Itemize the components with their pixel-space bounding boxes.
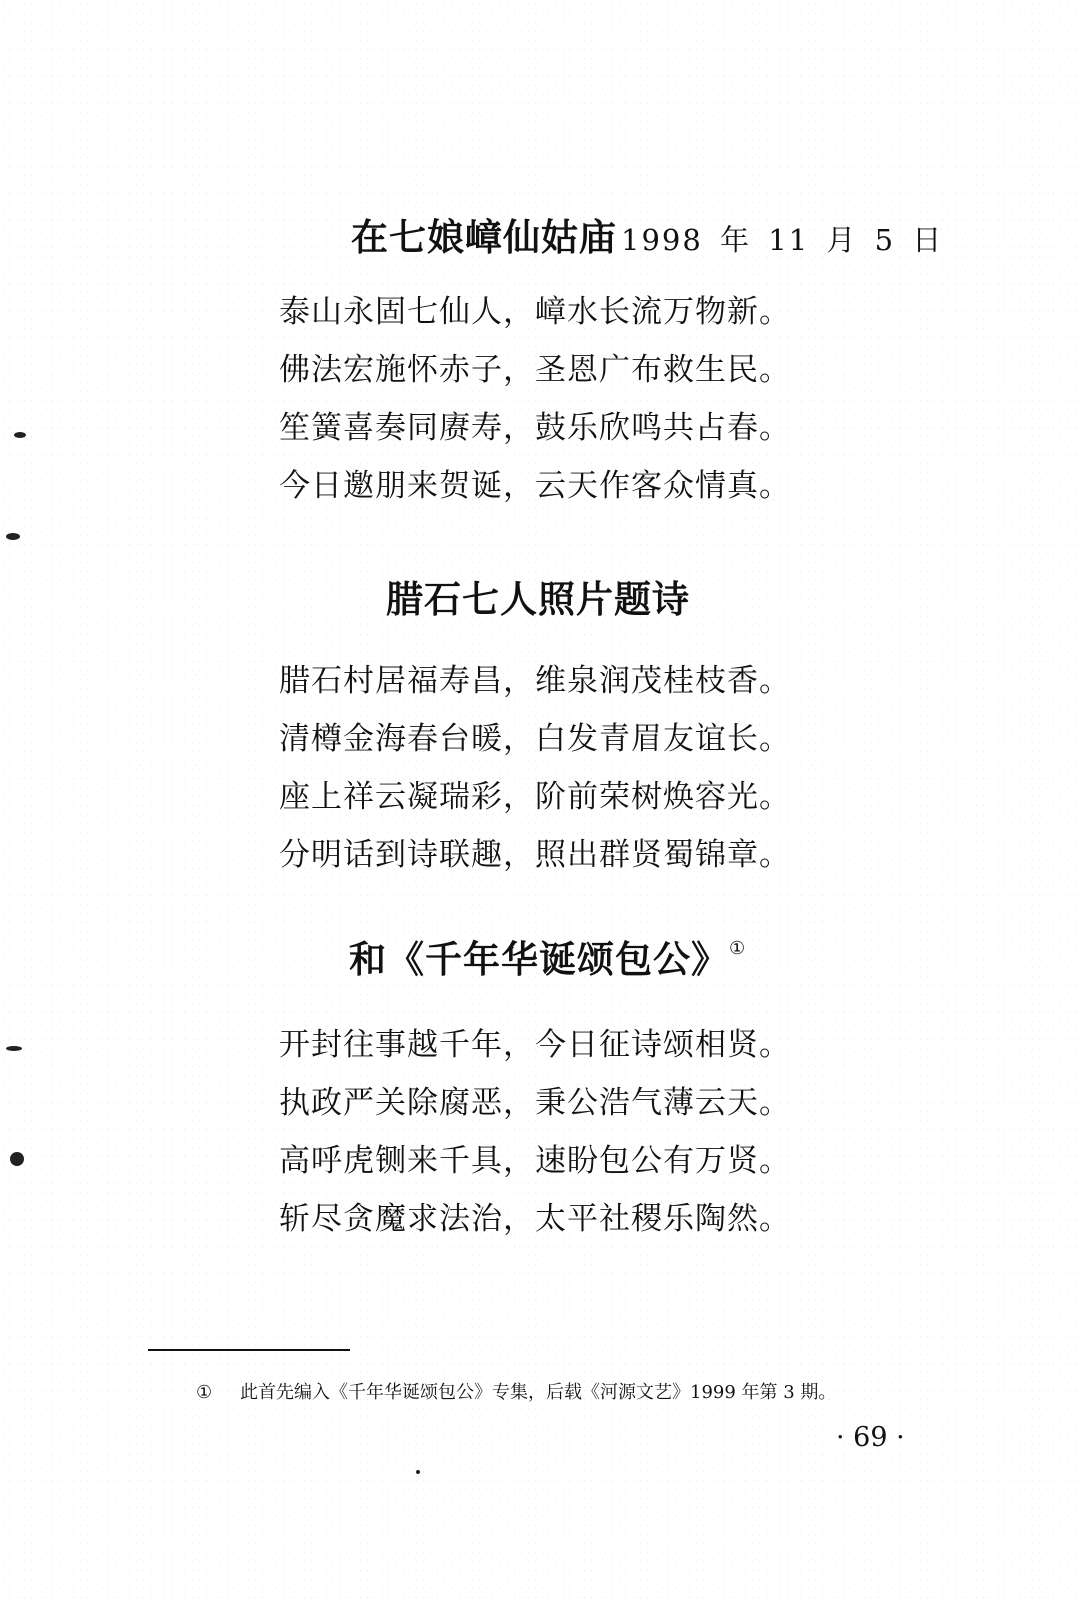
footnote-reference[interactable]: ① (729, 938, 747, 959)
poem3-title: 和《千年华诞颂包公》 (349, 938, 729, 981)
poem3-line: 开封往事越千年，今日征诗颂相贤。 (279, 1027, 791, 1063)
scan-speck (6, 1046, 22, 1051)
scan-speck (416, 1470, 420, 1474)
poem2-title: 腊石七人照片题诗 (386, 578, 690, 621)
scan-speck (6, 533, 20, 540)
footnote-text: 此首先编入《千年华诞颂包公》专集，后载《河源文艺》1999 年第 3 期。 (240, 1382, 837, 1403)
page-number: · 69 · (836, 1422, 905, 1453)
poem1-line: 佛法宏施怀赤子，圣恩广布救生民。 (279, 352, 791, 388)
poem3-heading (349, 929, 746, 983)
poem2-line: 座上祥云凝瑞彩，阶前荣树焕容光。 (279, 779, 791, 815)
poem2-line: 分明话到诗联趣，照出群贤蜀锦章。 (279, 837, 791, 873)
poem2-heading (386, 569, 690, 623)
footnote-marker: ① (196, 1382, 213, 1403)
footnote (196, 1378, 976, 1404)
footnote-divider (148, 1349, 350, 1351)
poem3-line: 斩尽贪魔求法治，太平社稷乐陶然。 (279, 1201, 791, 1237)
poem1-heading (351, 207, 943, 261)
poem1-line: 今日邀朋来贺诞，云天作客众情真。 (279, 468, 791, 504)
scan-speck (14, 432, 26, 438)
poem1-title: 在七娘嶂仙姑庙 (351, 216, 617, 259)
poem1-body (279, 283, 839, 515)
poem2-line: 腊石村居福寿昌，维泉润茂桂枝香。 (279, 663, 791, 699)
poem3-line: 高呼虎铡来千具，速盼包公有万贤。 (279, 1143, 791, 1179)
poem2-line: 清樽金海春台暖，白发青眉友谊长。 (279, 721, 791, 757)
poem1-line: 笙簧喜奏同赓寿，鼓乐欣鸣共占春。 (279, 410, 791, 446)
scan-speck (10, 1152, 24, 1166)
poem1-line: 泰山永固七仙人，嶂水长流万物新。 (279, 294, 791, 330)
poem2-body (279, 652, 839, 884)
poem1-date: 1998 年 11 月 5 日 (621, 223, 944, 257)
poem3-line: 执政严关除腐恶，秉公浩气薄云天。 (279, 1085, 791, 1121)
poem3-body (279, 1016, 839, 1248)
